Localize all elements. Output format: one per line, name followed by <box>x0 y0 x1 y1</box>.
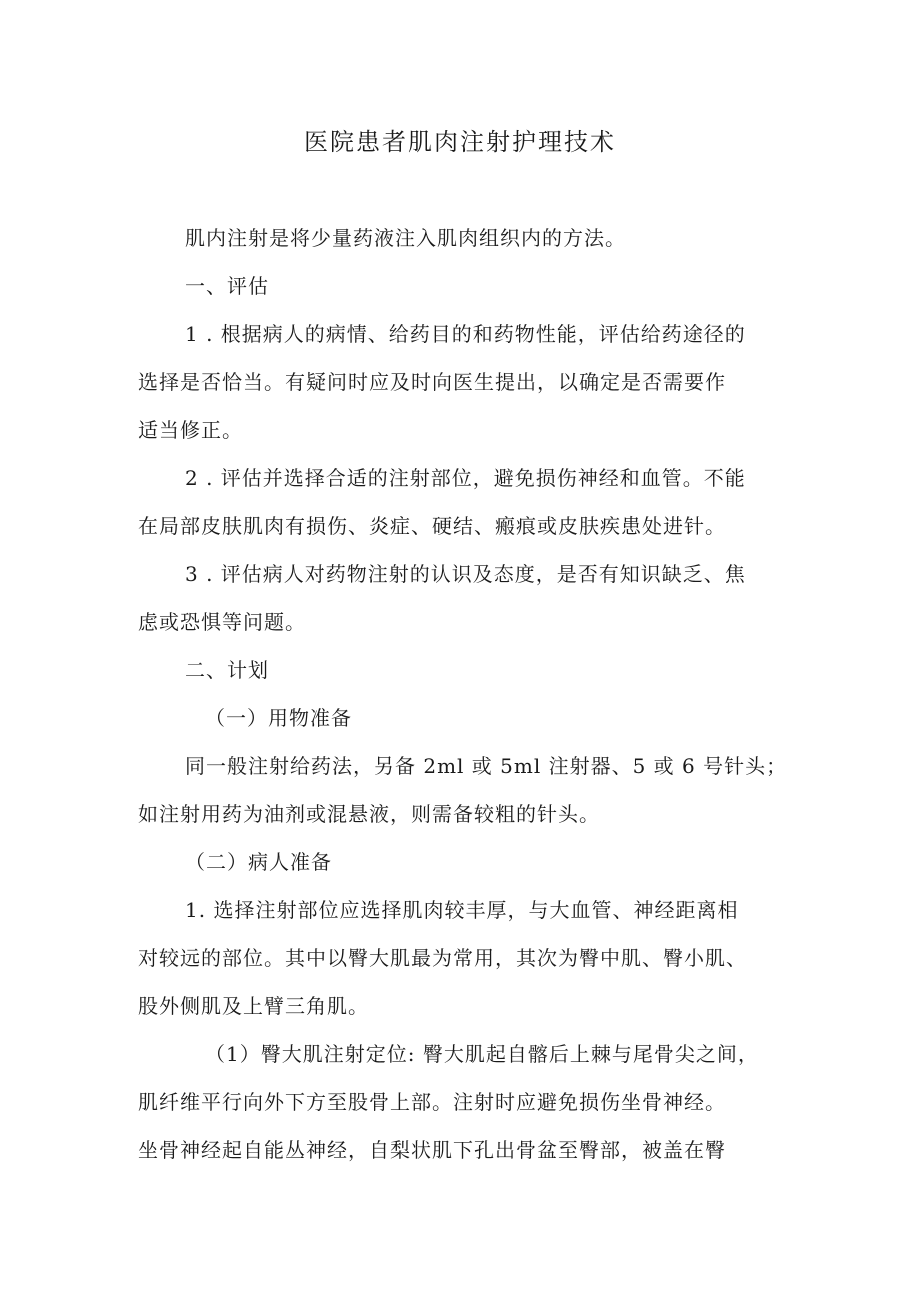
paragraph-line: 如注射用药为油剂或混悬液，则需备较粗的针头。 <box>138 802 600 826</box>
paragraph-line: （1）臀大肌注射定位: 臀大肌起自髂后上棘与尾骨尖之间， <box>205 1042 759 1066</box>
paragraph-line: 1 . 根据病人的病情、给药目的和药物性能，评估给药途径的 <box>185 322 746 346</box>
paragraph-line: 在局部皮肤肌肉有损伤、炎症、硬结、瘢痕或皮肤疾患处进针。 <box>138 514 726 538</box>
paragraph-line: 1. 选择注射部位应选择肌肉较丰厚，与大血管、神经距离相 <box>185 898 739 922</box>
section-heading-plan: 二、计划 <box>185 658 269 682</box>
paragraph-line: 坐骨神经起自能丛神经，自梨状肌下孔出骨盆至臀部，被盖在臀 <box>138 1138 726 1162</box>
subsection-heading-patient: （二）病人准备 <box>185 850 332 874</box>
paragraph-line: 3 . 评估病人对药物注射的认识及态度，是否有知识缺乏、焦 <box>185 562 746 586</box>
paragraph-line: 肌纤维平行向外下方至股骨上部。注射时应避免损伤坐骨神经。 <box>138 1090 726 1114</box>
section-heading-assessment: 一、评估 <box>185 274 269 298</box>
paragraph-line: 2 . 评估并选择合适的注射部位，避免损伤神经和血管。不能 <box>185 466 746 490</box>
paragraph-line: 虑或恐惧等问题。 <box>138 610 306 634</box>
paragraph-line: 同一般注射给药法，另备 2ml 或 5ml 注射器、5 或 6 号针头； <box>185 754 788 778</box>
subsection-heading-supplies: （一）用物准备 <box>205 706 352 730</box>
paragraph-line: 股外侧肌及上臂三角肌。 <box>138 994 369 1018</box>
document-title: 医院患者肌肉注射护理技术 <box>304 128 616 156</box>
paragraph-line: 选择是否恰当。有疑问时应及时向医生提出，以确定是否需要作 <box>138 370 726 394</box>
paragraph-line: 对较远的部位。其中以臀大肌最为常用，其次为臀中肌、臀小肌、 <box>138 946 747 970</box>
paragraph-intro: 肌内注射是将少量药液注入肌肉组织内的方法。 <box>185 226 626 250</box>
paragraph-line: 适当修正。 <box>138 418 243 442</box>
